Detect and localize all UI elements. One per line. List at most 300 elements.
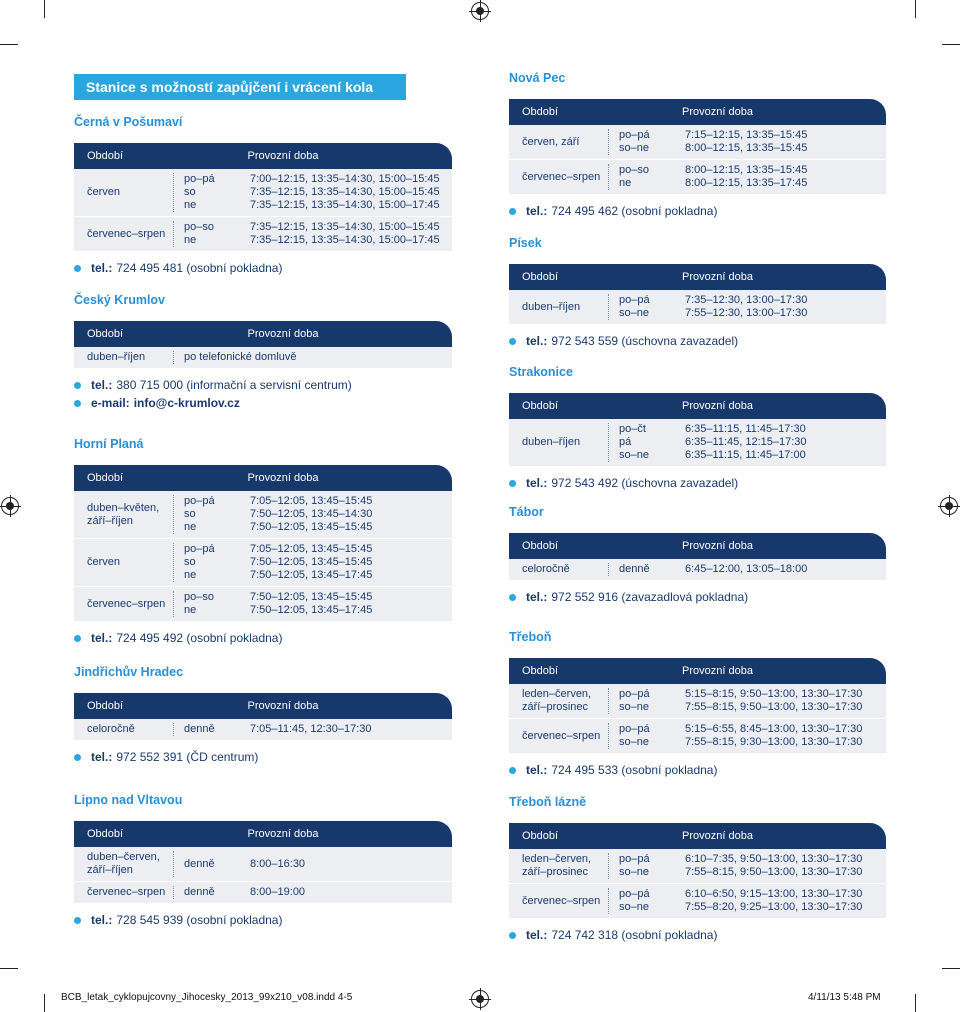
contact-line <box>509 202 886 220</box>
row-period: duben–květen, září–říjen <box>74 495 174 534</box>
row-hours <box>609 853 886 879</box>
bullet-icon <box>509 594 516 601</box>
table-header <box>74 143 452 169</box>
time-range: 8:00–12:15, 13:35–17:45 <box>685 177 808 189</box>
day-range: ne <box>184 234 197 246</box>
row-period: červenec–srpen <box>74 886 174 899</box>
header-period: Období <box>522 540 559 552</box>
day-range: ne <box>184 569 197 581</box>
bullet-icon <box>509 932 516 939</box>
hours-table <box>509 264 886 324</box>
table-row <box>509 125 886 159</box>
contact-list <box>74 748 452 766</box>
time-range: 7:05–11:45, 12:30–17:30 <box>250 723 372 735</box>
row-hours <box>609 723 886 749</box>
time-range: 7:05–12:05, 13:45–15:45 <box>250 495 373 507</box>
day-range: denně <box>184 886 215 898</box>
header-hours: Provozní doba <box>682 400 753 412</box>
row-hours <box>609 164 886 190</box>
station-block <box>509 235 886 350</box>
bullet-icon <box>509 208 516 215</box>
day-range: po telefonické domluvě <box>184 351 297 363</box>
header-hours: Provozní doba <box>247 150 319 162</box>
crop-mark <box>942 968 960 969</box>
row-hours <box>174 495 452 534</box>
hours-line <box>184 569 452 582</box>
header-hours: Provozní doba <box>682 830 753 842</box>
day-range: po–pá <box>184 543 215 555</box>
time-range: 7:05–12:05, 13:45–15:45 <box>250 543 373 555</box>
contact-label: e-mail: <box>91 396 130 410</box>
contact-list <box>74 911 452 929</box>
station-block <box>509 70 886 220</box>
time-range: 7:55–8:15, 9:30–13:00, 13:30–17:30 <box>685 736 863 748</box>
row-hours <box>609 563 886 576</box>
contact-list <box>509 926 886 944</box>
time-range: 7:15–12:15, 13:35–15:45 <box>685 129 808 141</box>
crop-mark <box>915 0 916 18</box>
hours-line <box>184 508 452 521</box>
station-title: Černá v Pošumaví <box>74 115 183 129</box>
header-period: Období <box>87 828 124 840</box>
hours-line <box>619 294 886 307</box>
row-hours <box>174 858 452 871</box>
contact-line <box>74 748 452 766</box>
hours-line <box>184 351 452 364</box>
station-title: Třeboň lázně <box>509 795 587 809</box>
table-row <box>74 216 452 251</box>
row-period: červenec–srpen <box>74 591 174 617</box>
table-row <box>509 159 886 194</box>
contact-label: tel.: <box>526 928 548 942</box>
contact-label: tel.: <box>91 378 113 392</box>
time-range: 8:00–12:15, 13:35–15:45 <box>685 142 808 154</box>
contact-value: 724 495 481 (osobní pokladna) <box>116 261 283 275</box>
header-period: Období <box>522 106 559 118</box>
hours-table <box>509 99 886 194</box>
footer-date: 4/11/13 5:48 PM <box>808 992 881 1003</box>
row-hours <box>609 888 886 914</box>
section-banner: Stanice s možností zapůjčení i vrácení kola <box>74 74 406 100</box>
header-period: Období <box>87 328 124 340</box>
hours-line <box>184 723 452 736</box>
contact-line <box>74 911 452 929</box>
hours-line <box>619 436 886 449</box>
day-range: po–so <box>184 591 214 603</box>
row-hours <box>609 688 886 714</box>
time-range: 7:35–12:30, 13:00–17:30 <box>685 294 808 306</box>
table-row <box>74 881 452 903</box>
row-period: duben–říjen <box>509 294 609 320</box>
time-range: 5:15–6:55, 8:45–13:00, 13:30–17:30 <box>685 723 863 735</box>
table-body <box>74 347 452 368</box>
time-range: 8:00–16:30 <box>250 857 306 870</box>
hours-line <box>619 723 886 736</box>
contact-label: tel.: <box>91 631 113 645</box>
contact-list <box>509 761 886 779</box>
contact-value: 972 543 559 (úschovna zavazadel) <box>551 334 739 348</box>
table-header <box>509 393 886 419</box>
contact-value: 728 545 939 (osobní pokladna) <box>116 913 283 927</box>
time-range: 8:00–12:15, 13:35–15:45 <box>685 164 808 176</box>
row-hours <box>609 129 886 155</box>
day-range: po–pá <box>619 888 650 900</box>
contact-value: 724 742 318 (osobní pokladna) <box>551 928 718 942</box>
station-block <box>509 364 886 492</box>
table-header <box>74 321 452 347</box>
day-range: ne <box>184 604 197 616</box>
station-block <box>74 436 452 647</box>
table-body <box>509 125 886 194</box>
day-range: po–pá <box>184 173 215 185</box>
time-range: 7:55–8:15, 9:50–13:00, 13:30–17:30 <box>685 866 863 878</box>
day-range: po–so <box>184 221 214 233</box>
crop-mark <box>942 44 960 45</box>
table-header <box>74 465 452 491</box>
day-range: so–ne <box>619 142 649 154</box>
day-range: po–pá <box>184 495 215 507</box>
station-block <box>74 664 452 766</box>
day-range: ne <box>619 177 632 189</box>
hours-line <box>619 164 886 177</box>
hours-line <box>184 521 452 534</box>
bullet-icon <box>509 338 516 345</box>
time-range: 6:35–11:45, 12:15–17:30 <box>685 436 807 448</box>
contact-line <box>509 474 886 492</box>
table-row <box>509 718 886 753</box>
day-range: po–pá <box>619 688 650 700</box>
footer-filename: BCB_letak_cyklopujcovny_Jihocesky_2013_99x210_v08.indd 4-5 <box>61 992 353 1003</box>
hours-line <box>184 543 452 556</box>
header-hours: Provozní doba <box>247 828 319 840</box>
contact-label: tel.: <box>526 590 548 604</box>
table-row <box>509 419 886 466</box>
header-period: Období <box>522 400 559 412</box>
hours-line <box>619 701 886 714</box>
time-range: 6:45–12:00, 13:05–18:00 <box>685 563 808 575</box>
row-period: červenec–srpen <box>74 221 174 247</box>
time-range: 7:55–8:15, 9:50–13:00, 13:30–17:30 <box>685 701 863 713</box>
table-body <box>509 419 886 466</box>
row-period: celoročně <box>74 723 174 736</box>
row-hours <box>174 723 452 736</box>
hours-table <box>509 658 886 753</box>
hours-line <box>619 129 886 142</box>
header-hours: Provozní doba <box>682 540 753 552</box>
bullet-icon <box>74 635 81 642</box>
header-hours: Provozní doba <box>247 472 319 484</box>
time-range: 6:35–11:15, 11:45–17:30 <box>685 423 806 435</box>
hours-line <box>184 221 452 234</box>
day-range: pá <box>619 436 632 448</box>
contact-label: tel.: <box>526 763 548 777</box>
bullet-icon <box>509 480 516 487</box>
hours-line <box>619 307 886 320</box>
station-title: Tábor <box>509 505 544 519</box>
contact-list <box>74 259 452 277</box>
time-range: 7:55–12:30, 13:00–17:30 <box>685 307 808 319</box>
hours-line <box>184 604 452 617</box>
contact-value: 724 495 533 (osobní pokladna) <box>551 763 718 777</box>
station-block <box>509 629 886 779</box>
row-hours <box>174 351 452 364</box>
contact-list <box>509 202 886 220</box>
contact-label: tel.: <box>91 913 113 927</box>
hours-line <box>184 886 452 899</box>
contact-list <box>74 376 452 412</box>
hours-line <box>184 173 452 186</box>
table-row <box>509 849 886 883</box>
day-range: denně <box>184 723 215 735</box>
hours-line <box>184 591 452 604</box>
time-range: 7:35–12:15, 13:35–14:30, 15:00–15:45 <box>250 221 440 233</box>
hours-table <box>74 821 452 903</box>
day-range: denně <box>619 563 650 575</box>
row-period: leden–červen, září–prosinec <box>509 688 609 714</box>
print-footer <box>0 990 960 1008</box>
station-title: Třeboň <box>509 630 552 644</box>
table-row <box>74 586 452 621</box>
row-hours <box>174 591 452 617</box>
day-range: po–čt <box>619 423 646 435</box>
row-period: duben–červen, září–říjen <box>74 851 174 877</box>
header-hours: Provozní doba <box>682 271 753 283</box>
bullet-icon <box>509 767 516 774</box>
hours-table <box>509 393 886 466</box>
contact-value: 972 543 492 (úschovna zavazadel) <box>551 476 739 490</box>
hours-line <box>184 186 452 199</box>
table-body <box>74 719 452 740</box>
bullet-icon <box>74 754 81 761</box>
row-period: červen <box>74 173 174 212</box>
header-period: Období <box>87 700 124 712</box>
time-range: 6:10–6:50, 9:15–13:00, 13:30–17:30 <box>685 888 863 900</box>
station-title: Jindřichův Hradec <box>74 665 184 679</box>
row-period: celoročně <box>509 563 609 576</box>
day-range: so–ne <box>619 307 649 319</box>
hours-line <box>619 449 886 462</box>
contact-value: 724 495 462 (osobní pokladna) <box>551 204 718 218</box>
row-hours <box>174 221 452 247</box>
table-body <box>509 290 886 324</box>
header-period: Období <box>522 665 559 677</box>
table-header <box>509 99 886 125</box>
contact-line <box>74 376 452 394</box>
hours-table <box>509 823 886 918</box>
station-title: Strakonice <box>509 365 573 379</box>
crop-mark <box>44 0 45 18</box>
contact-line <box>509 926 886 944</box>
table-row <box>509 883 886 918</box>
hours-line <box>619 563 886 576</box>
header-period: Období <box>522 830 559 842</box>
contact-value: 380 715 000 (informační a servisní centrum) <box>116 378 352 392</box>
time-range: 8:00–19:00 <box>250 886 306 898</box>
station-block <box>74 292 452 412</box>
table-body <box>74 491 452 621</box>
time-range: 6:35–11:15, 11:45–17:00 <box>685 449 806 461</box>
time-range: 7:50–12:05, 13:45–17:45 <box>250 569 373 581</box>
day-range: so <box>184 186 196 198</box>
registration-mark-icon <box>1 497 19 515</box>
time-range: 6:10–7:35, 9:50–13:00, 13:30–17:30 <box>685 853 863 865</box>
table-header <box>509 264 886 290</box>
time-range: 7:55–8:20, 9:25–13:00, 13:30–17:30 <box>685 901 863 913</box>
hours-line <box>619 688 886 701</box>
station-title: Lipno nad Vltavou <box>74 793 183 807</box>
header-hours: Provozní doba <box>682 106 753 118</box>
day-range: ne <box>184 199 197 211</box>
table-header <box>74 693 452 719</box>
row-period: duben–říjen <box>74 351 174 364</box>
row-hours <box>174 173 452 212</box>
row-period: leden–červen, září–prosinec <box>509 853 609 879</box>
header-hours: Provozní doba <box>247 700 319 712</box>
table-header <box>509 823 886 849</box>
day-range: so–ne <box>619 866 649 878</box>
bullet-icon <box>74 265 81 272</box>
table-header <box>509 658 886 684</box>
header-hours: Provozní doba <box>682 665 753 677</box>
header-hours: Provozní doba <box>247 328 319 340</box>
station-title: Český Krumlov <box>74 293 166 307</box>
header-period: Období <box>522 271 559 283</box>
row-hours <box>609 294 886 320</box>
day-range: denně <box>184 857 215 870</box>
hours-line <box>619 142 886 155</box>
hours-line <box>619 177 886 190</box>
contact-label: tel.: <box>526 334 548 348</box>
table-row <box>509 559 886 580</box>
station-title: Nová Pec <box>509 71 566 85</box>
crop-mark <box>0 44 18 45</box>
header-period: Období <box>87 472 124 484</box>
day-range: so <box>184 508 196 520</box>
contact-list <box>509 474 886 492</box>
hours-line <box>184 858 452 871</box>
hours-line <box>184 199 452 212</box>
time-range: 7:35–12:15, 13:35–14:30, 15:00–15:45 <box>250 186 440 198</box>
hours-line <box>619 901 886 914</box>
day-range: po–so <box>619 164 649 176</box>
day-range: so <box>184 556 196 568</box>
time-range: 7:50–12:05, 13:45–17:45 <box>250 604 373 616</box>
table-row <box>74 491 452 538</box>
row-hours <box>174 543 452 582</box>
day-range: po–pá <box>619 129 650 141</box>
bullet-icon <box>74 917 81 924</box>
row-period: červenec–srpen <box>509 723 609 749</box>
contact-list <box>74 629 452 647</box>
contact-label: tel.: <box>91 261 113 275</box>
station-block <box>74 792 452 929</box>
hours-table <box>74 321 452 368</box>
hours-table <box>74 465 452 621</box>
hours-line <box>619 423 886 436</box>
time-range: 7:50–12:05, 13:45–14:30 <box>250 508 373 520</box>
table-row <box>74 719 452 740</box>
day-range: ne <box>184 521 197 533</box>
time-range: 7:00–12:15, 13:35–14:30, 15:00–15:45 <box>250 173 440 185</box>
hours-table <box>74 143 452 251</box>
time-range: 7:50–12:05, 13:45–15:45 <box>250 591 373 603</box>
row-hours <box>609 423 886 462</box>
station-title: Písek <box>509 236 542 250</box>
table-body <box>74 847 452 903</box>
time-range: 7:50–12:05, 13:45–15:45 <box>250 521 373 533</box>
table-row <box>74 347 452 368</box>
bullet-icon <box>74 400 81 407</box>
day-range: so–ne <box>619 449 649 461</box>
hours-line <box>619 866 886 879</box>
table-body <box>509 684 886 753</box>
contact-list <box>509 588 886 606</box>
day-range: po–pá <box>619 723 650 735</box>
email-link[interactable]: info@c-krumlov.cz <box>133 396 240 410</box>
station-title: Horní Planá <box>74 437 144 451</box>
table-row <box>509 290 886 324</box>
table-body <box>509 559 886 580</box>
hours-line <box>184 495 452 508</box>
contact-line <box>74 394 452 412</box>
registration-mark-icon <box>940 497 958 515</box>
day-range: so–ne <box>619 736 649 748</box>
contact-value: 724 495 492 (osobní pokladna) <box>116 631 283 645</box>
contact-label: tel.: <box>526 204 548 218</box>
crop-mark <box>0 968 18 969</box>
day-range: so–ne <box>619 701 649 713</box>
contact-label: tel.: <box>526 476 548 490</box>
hours-table <box>74 693 452 740</box>
row-period: červenec–srpen <box>509 888 609 914</box>
contact-line <box>509 588 886 606</box>
table-body <box>509 849 886 918</box>
hours-line <box>619 888 886 901</box>
table-row <box>74 538 452 586</box>
header-period: Období <box>87 150 124 162</box>
contact-value: 972 552 391 (ČD centrum) <box>116 750 259 764</box>
hours-line <box>619 853 886 866</box>
hours-table <box>509 533 886 580</box>
hours-line <box>619 736 886 749</box>
day-range: so–ne <box>619 901 649 913</box>
time-range: 5:15–8:15, 9:50–13:00, 13:30–17:30 <box>685 688 863 700</box>
day-range: po–pá <box>619 294 650 306</box>
contact-line <box>74 259 452 277</box>
station-block <box>509 504 886 606</box>
contact-line <box>509 761 886 779</box>
row-period: červen, září <box>509 129 609 155</box>
time-range: 7:50–12:05, 13:45–15:45 <box>250 556 373 568</box>
contact-list <box>509 332 886 350</box>
row-period: duben–říjen <box>509 423 609 462</box>
table-row <box>74 169 452 216</box>
day-range: po–pá <box>619 853 650 865</box>
row-period: červen <box>74 543 174 582</box>
table-row <box>509 684 886 718</box>
bullet-icon <box>74 382 81 389</box>
station-block <box>74 114 452 277</box>
contact-line <box>74 629 452 647</box>
contact-line <box>509 332 886 350</box>
table-row <box>74 847 452 881</box>
hours-line <box>184 556 452 569</box>
hours-line <box>184 234 452 247</box>
table-body <box>74 169 452 251</box>
time-range: 7:35–12:15, 13:35–14:30, 15:00–17:45 <box>250 234 440 246</box>
station-block <box>509 794 886 944</box>
row-period: červenec–srpen <box>509 164 609 190</box>
